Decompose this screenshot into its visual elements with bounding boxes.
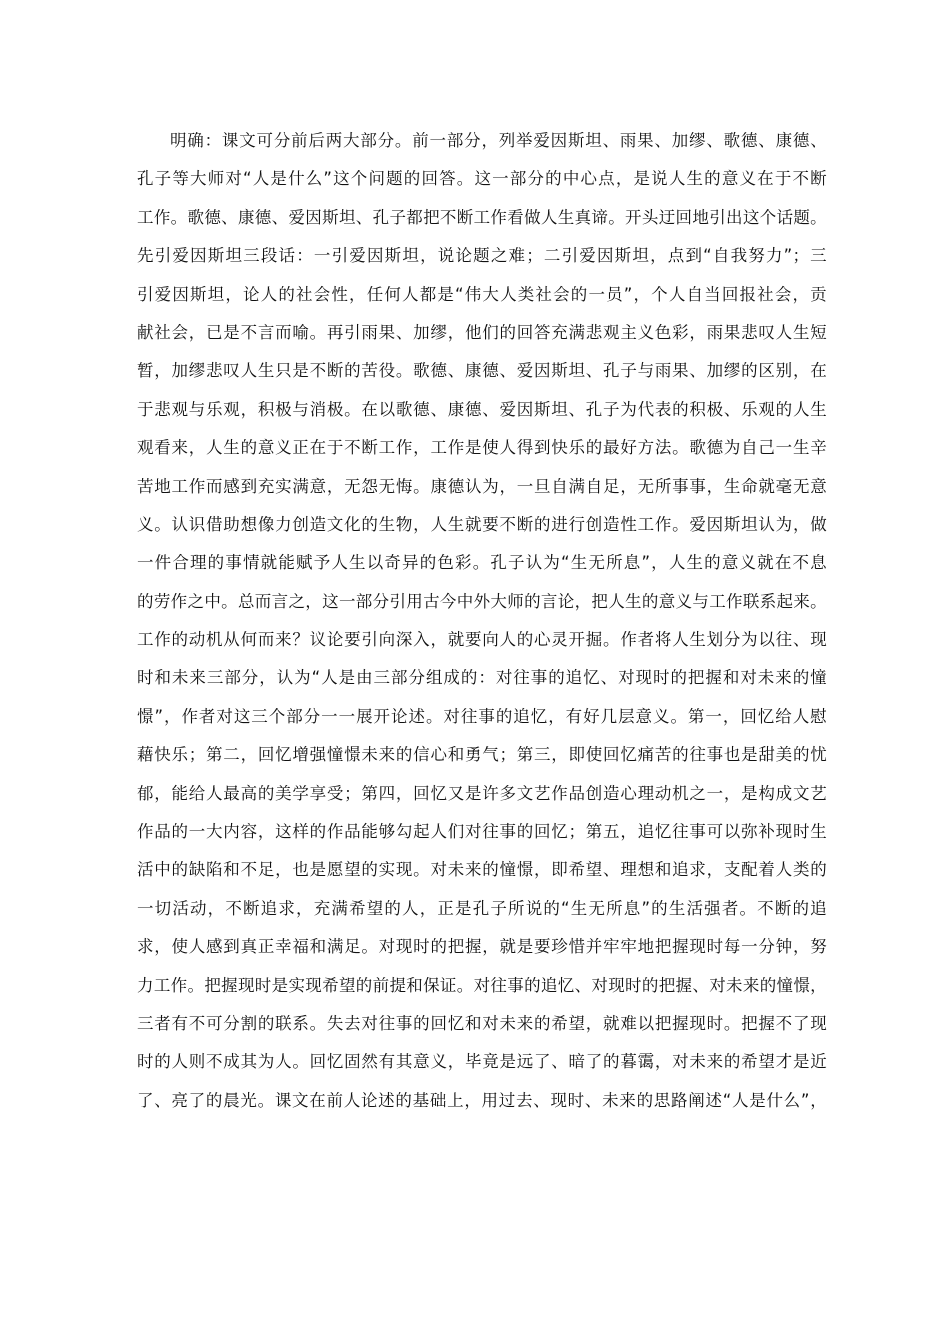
text-line: 苦地工作而感到充实满意，无怨无悔。康德认为，一旦自满自足，无所事事，生命就毫无意 (137, 476, 827, 496)
text-line: 一切活动，不断追求，充满希望的人，正是孔子所说的“生无所息”的生活强者。不断的追 (137, 898, 827, 918)
text-line: 暂，加缪悲叹人生只是不断的苦役。歌德、康德、爱因斯坦、孔子与雨果、加缪的区别，在 (137, 361, 827, 381)
text-line: 力工作。把握现时是实现希望的前提和保证。对往事的追忆、对现时的把握、对未来的憧憬， (137, 975, 827, 995)
text-line: 观看来，人生的意义正在于不断工作，工作是使人得到快乐的最好方法。歌德为自己一生辛 (137, 438, 827, 458)
text-line: 义。认识借助想像力创造文化的生物，人生就要不断的进行创造性工作。爱因斯坦认为，做 (137, 514, 827, 534)
text-line: 三者有不可分割的联系。失去对往事的回忆和对未来的希望，就难以把握现时。把握不了现 (137, 1013, 827, 1033)
text-line: 先引爱因斯坦三段话：一引爱因斯坦，说论题之难；二引爱因斯坦，点到“自我努力”；三 (137, 246, 827, 266)
text-line: 明确：课文可分前后两大部分。前一部分，列举爱因斯坦、雨果、加缪、歌德、康德、 (170, 131, 827, 150)
text-line: 工作的动机从何而来？议论要引向深入，就要向人的心灵开掘。作者将人生划分为以往、现 (137, 630, 827, 650)
text-line: 引爱因斯坦，论人的社会性，任何人都是“伟大人类社会的一员”，个人自当回报社会，贡 (137, 284, 827, 304)
text-line: 藉快乐；第二，回忆增强憧憬未来的信心和勇气；第三，即使回忆痛苦的往事也是甜美的忧 (137, 745, 827, 765)
text-line: 献社会，已是不言而喻。再引雨果、加缪，他们的回答充满悲观主义色彩，雨果悲叹人生短 (137, 322, 827, 342)
text-line: 求，使人感到真正幸福和满足。对现时的把握，就是要珍惜并牢牢地把握现时每一分钟，努 (137, 937, 827, 957)
body-paragraph (137, 122, 827, 1120)
text-line: 活中的缺陷和不足，也是愿望的实现。对未来的憧憬，即希望、理想和追求，支配着人类的 (137, 860, 827, 880)
text-line: 时和未来三部分，认为“人是由三部分组成的：对往事的追忆、对现时的把握和对未来的憧 (137, 668, 827, 688)
text-line: 的劳作之中。总而言之，这一部分引用古今中外大师的言论，把人生的意义与工作联系起来。 (137, 591, 827, 611)
text-line: 了、亮了的晨光。课文在前人论述的基础上，用过去、现时、未来的思路阐述“人是什么”， (137, 1090, 827, 1110)
text-line: 郁，能给人最高的美学享受；第四，回忆又是许多文艺作品创造心理动机之一，是构成文艺 (137, 783, 827, 803)
text-line: 憬”，作者对这三个部分一一展开论述。对往事的追忆，有好几层意义。第一，回忆给人慰 (137, 706, 827, 726)
text-line: 于悲观与乐观，积极与消极。在以歌德、康德、爱因斯坦、孔子为代表的积极、乐观的人生 (137, 399, 827, 419)
text-line: 工作。歌德、康德、爱因斯坦、孔子都把不断工作看做人生真谛。开头迂回地引出这个话题。 (137, 207, 827, 227)
text-line: 时的人则不成其为人。回忆固然有其意义，毕竟是远了、暗了的暮霭，对未来的希望才是近 (137, 1052, 827, 1072)
text-line: 作品的一大内容，这样的作品能够勾起人们对往事的回忆；第五，追忆往事可以弥补现时生 (137, 822, 827, 842)
text-line: 一件合理的事情就能赋予人生以奇异的色彩。孔子认为“生无所息”，人生的意义就在不息 (137, 553, 827, 573)
text-line: 孔子等大师对“人是什么”这个问题的回答。这一部分的中心点，是说人生的意义在于不断 (137, 169, 827, 189)
